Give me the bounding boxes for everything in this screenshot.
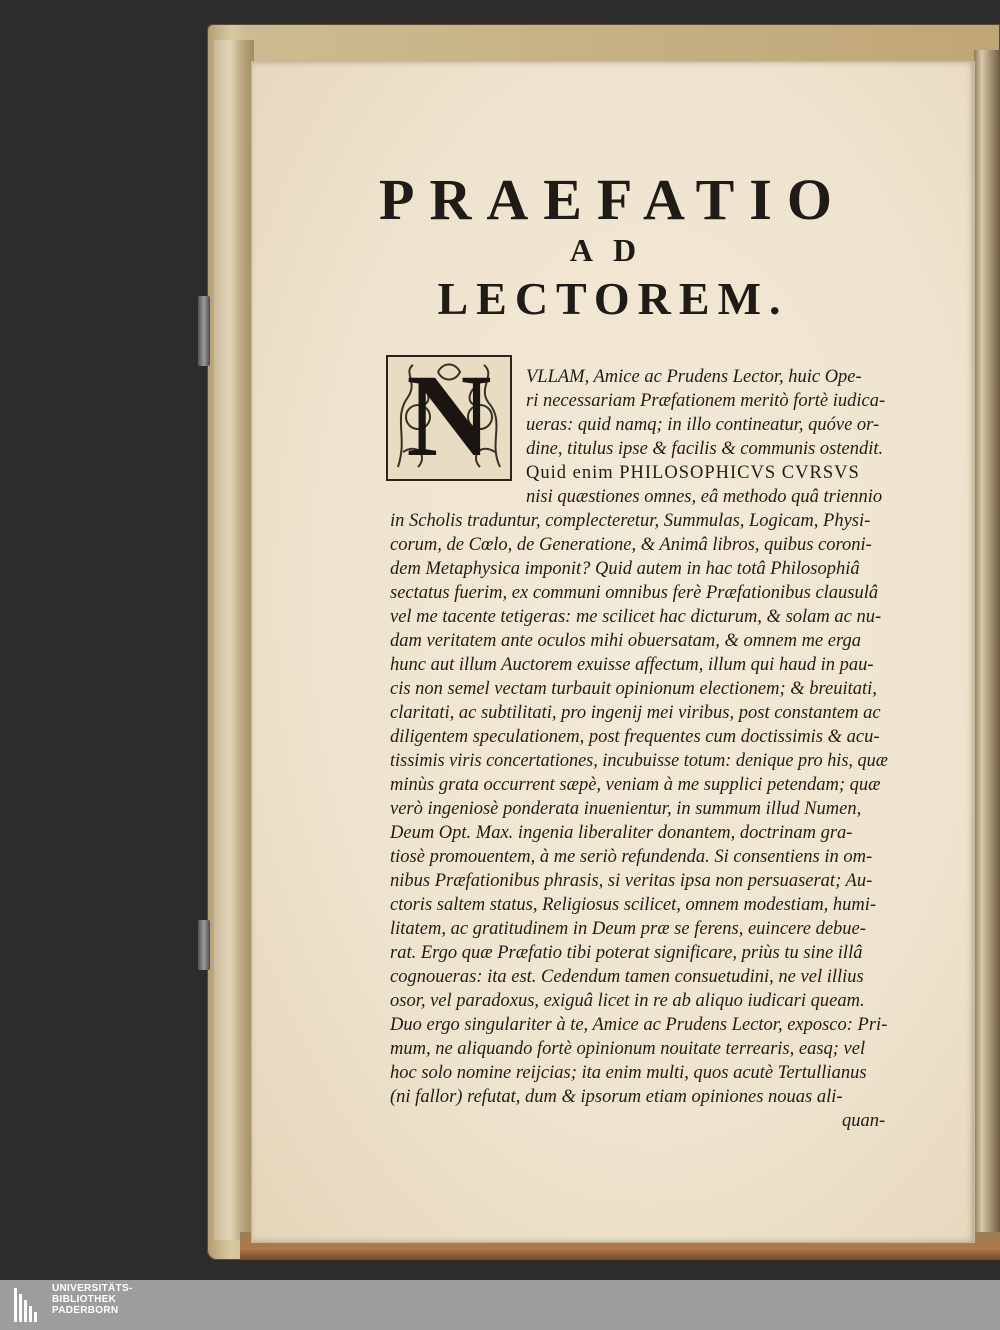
text-line: ctoris saltem status, Religiosus scilicet, omnem modestiam, humi- — [390, 895, 877, 915]
decorated-initial — [386, 350, 512, 481]
text-line: (ni fallor) refutat, dum & ipsorum etiam opiniones nouas ali- — [390, 1087, 843, 1107]
library-footer-bar — [0, 1280, 1000, 1330]
text-line: vel me tacente tetigeras: me scilicet hac dicturum, & solam ac nu- — [390, 607, 882, 627]
clasp-bottom — [198, 920, 210, 970]
text-line: Duo ergo singulariter à te, Amice ac Prudens Lector, exposco: Pri- — [390, 1015, 888, 1035]
text-line: tiosè promouentem, à me seriò refundenda. Si consentiens in om- — [390, 847, 873, 867]
text-line: claritati, ac subtilitati, pro ingenij mei viribus, post constantem ac — [390, 703, 881, 723]
book-spine-edge — [214, 40, 254, 1240]
text-line: dam veritatem ante oculos mihi obuersatam, & omnem me erga — [390, 631, 861, 651]
footer-line-1: UNIVERSITÄTS- — [52, 1283, 133, 1294]
catchword: quan- — [842, 1111, 886, 1131]
text-line: tissimis viris concertationes, incubuisse totum: denique pro his, quæ — [390, 751, 888, 771]
footer-line-2: BIBLIOTHEK — [52, 1294, 117, 1305]
text-line: minùs grata occurrent sæpè, veniam à me supplici petendam; quæ — [390, 775, 881, 795]
footer-line-3: PADERBORN — [52, 1305, 119, 1316]
text-line: mum, ne aliquando fortè opinionum nouitate terrearis, easq; vel — [390, 1039, 866, 1059]
title-praefatio: PRAEFATIO — [379, 167, 847, 232]
text-line: VLLAM, Amice ac Prudens Lector, huic Ope- — [526, 367, 862, 387]
text-line: verò ingeniosè ponderata inuenientur, in summum illud Numen, — [390, 799, 862, 819]
text-line: litatem, ac gratitudinem in Deum præ se ferens, euincere debue- — [390, 919, 866, 939]
library-logo-icon — [12, 1284, 42, 1326]
text-line: osor, vel paradoxus, exiguâ licet in re ab aliquo iudicari queam. — [390, 991, 865, 1011]
text-line: nibus Præfationibus phrasis, si veritas ipsa non persuaserat; Au- — [390, 871, 873, 891]
text-line: ueras: quid namq; in illo contineatur, quóve or- — [526, 415, 880, 435]
text-line: cognoueras: ita est. Cedendum tamen consuetudini, ne vel illius — [390, 967, 864, 987]
text-line: hoc solo nomine reijcias; ita enim multi, quos acutè Tertullianus — [390, 1063, 867, 1083]
page-right-edge — [974, 50, 1000, 1260]
drop-cap-letter: N — [406, 350, 492, 481]
title-ad: AD — [569, 232, 657, 268]
text-line: dem Metaphysica imponit? Quid autem in hac totâ Philosophiâ — [390, 559, 860, 579]
text-line: sectatus fuerim, ex communi omnibus ferè Præfationibus clausulâ — [390, 583, 879, 603]
text-line: hunc aut illum Auctorem exuisse affectum, illum qui haud in pau- — [390, 655, 874, 675]
title-lectorem: LECTOREM. — [437, 273, 789, 324]
text-line: cis non semel vectam turbauit opinionum electionem; & breuitati, — [390, 679, 877, 699]
clasp-top — [198, 296, 210, 366]
text-line: Quid enim PHILOSOPHICVS CVRSVS — [526, 463, 860, 483]
text-line: Deum Opt. Max. ingenia liberaliter donantem, doctrinam gra- — [390, 823, 853, 843]
text-line: corum, de Cœlo, de Generatione, & Animâ libros, quibus coroni- — [390, 535, 872, 555]
text-line: in Scholis traduntur, complecteretur, Summulas, Logicam, Physi- — [390, 511, 871, 531]
text-line: diligentem speculationem, post frequentes cum doctissimis & acu- — [390, 727, 880, 747]
text-line: dine, titulus ipse & facilis & communis ostendit. — [526, 439, 884, 459]
text-line: ri necessariam Præfationem meritò fortè iudica- — [526, 391, 886, 411]
text-line: nisi quæstiones omnes, eâ methodo quâ triennio — [526, 487, 883, 507]
text-line: rat. Ergo quæ Præfatio tibi poterat significare, priùs tu sine illâ — [390, 943, 863, 963]
